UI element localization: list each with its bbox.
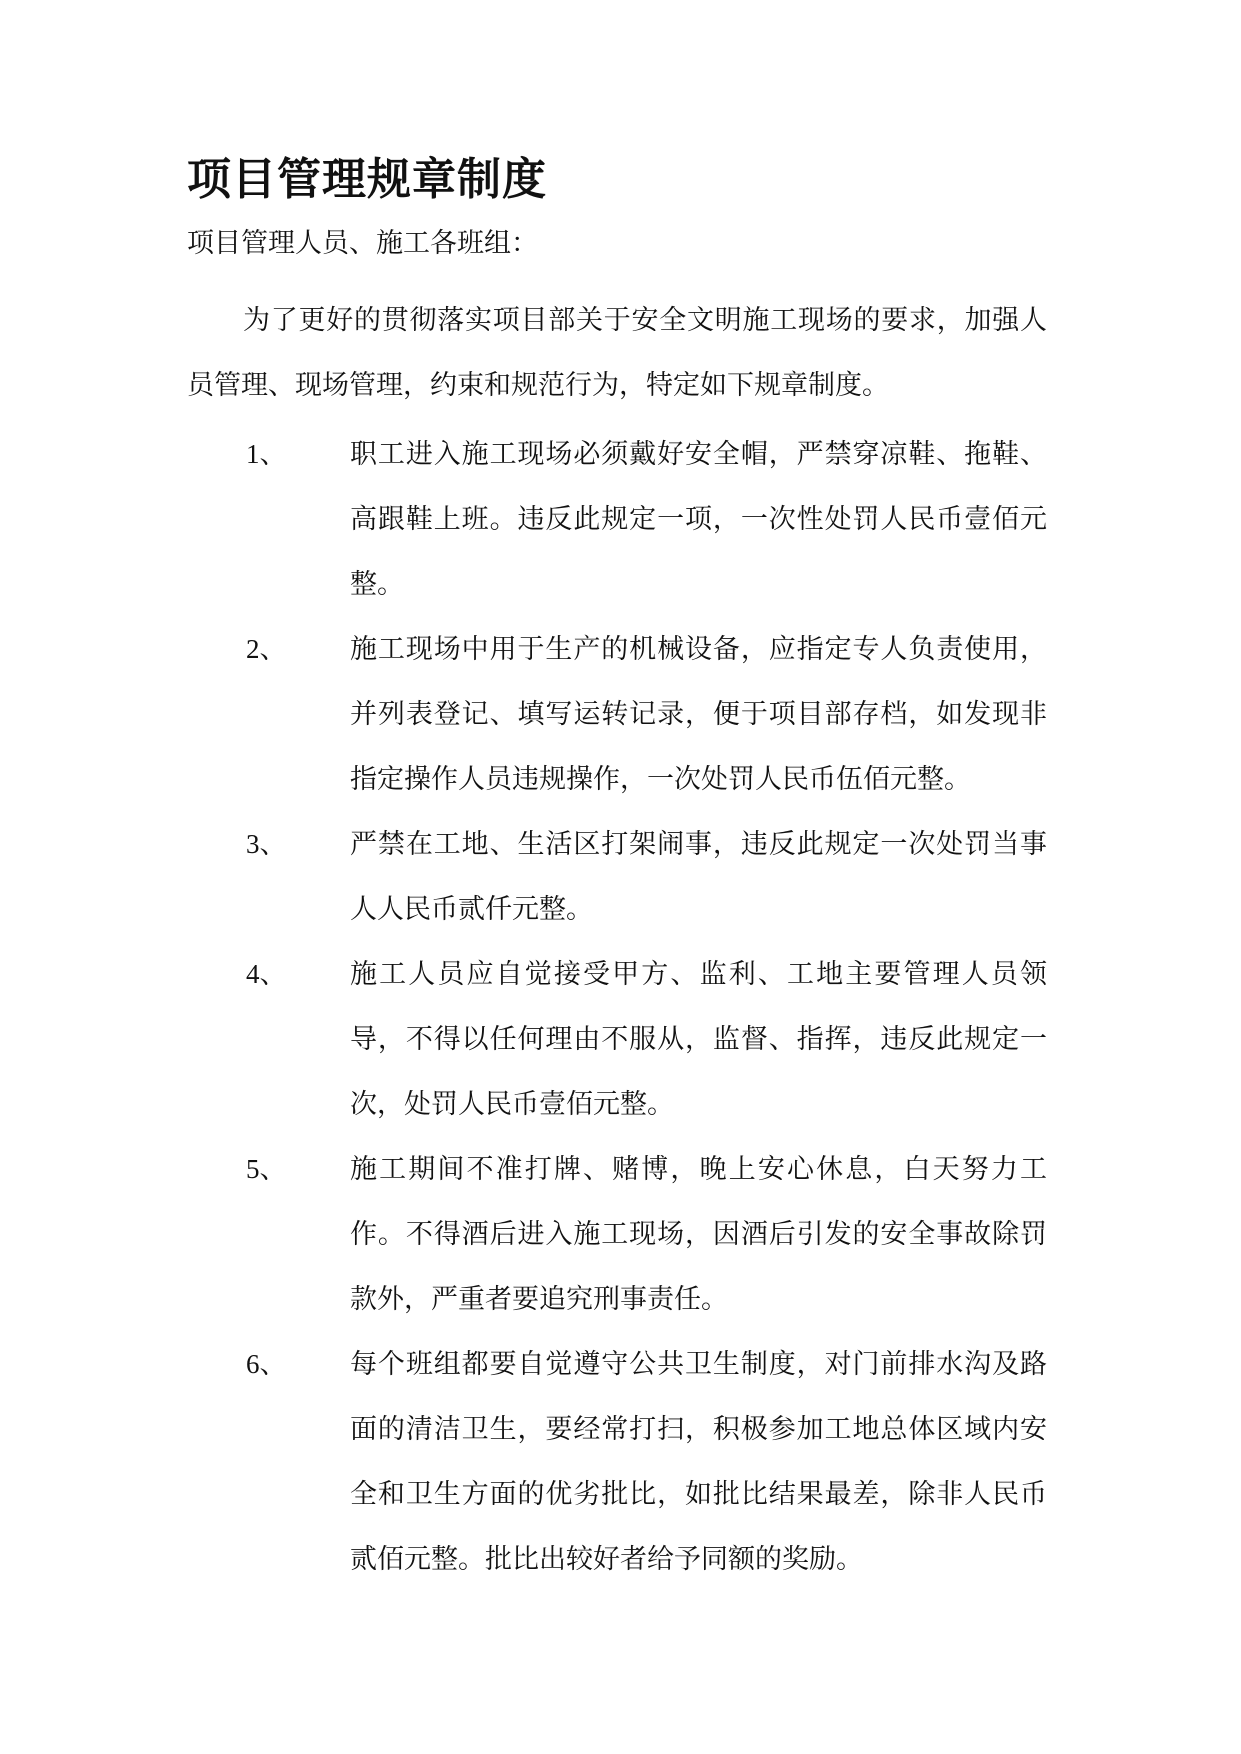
rule-text: 严禁在工地、生活区打架闹事，违反此规定一次处罚当事人人民币贰仟元整。 [350,829,1047,925]
rule-text: 施工现场中用于生产的机械设备，应指定专人负责使用，并列表登记、填写运转记录，便于项目部存档，如发现非指定操作人员违规操作，一次处罚人民币伍佰元整。 [350,634,1047,795]
rule-text: 施工期间不准打牌、赌博，晚上安心休息，白天努力工作。不得酒后进入施工现场，因酒后引发的安全事故除罚款外，严重者要追究刑事责任。 [350,1154,1047,1315]
rule-item [187,1137,1047,1332]
rule-item [187,1332,1047,1592]
document-title: 项目管理规章制度 [187,154,547,205]
rule-text: 职工进入施工现场必须戴好安全帽，严禁穿凉鞋、拖鞋、高跟鞋上班。违反此规定一项，一次性处罚人民币壹佰元整。 [350,439,1047,600]
rule-number: 1、 [246,439,287,469]
rule-number: 6、 [246,1349,287,1379]
rule-item [187,942,1047,1137]
rule-number: 4、 [246,959,287,989]
rule-text: 施工人员应自觉接受甲方、监利、工地主要管理人员领导，不得以任何理由不服从，监督、指挥，违反此规定一次，处罚人民币壹佰元整。 [350,959,1047,1120]
rule-item [187,812,1047,942]
rule-number: 2、 [246,634,287,664]
rule-number: 5、 [246,1154,287,1184]
salutation: 项目管理人员、施工各班组： [187,228,538,259]
rule-item [187,422,1047,617]
rules-list [187,422,1047,1592]
rule-number: 3、 [246,829,287,859]
document-page [187,150,1047,1592]
rule-text: 每个班组都要自觉遵守公共卫生制度，对门前排水沟及路面的清洁卫生，要经常打扫，积极参加工地总体区域内安全和卫生方面的优劣批比，如批比结果最差，除非人民币贰佰元整。批比出较好者给予同额的奖励。 [350,1349,1047,1575]
rule-item [187,617,1047,812]
intro-paragraph: 为了更好的贯彻落实项目部关于安全文明施工现场的要求，加强人员管理、现场管理，约束和规范行为，特定如下规章制度。 [187,305,1047,401]
